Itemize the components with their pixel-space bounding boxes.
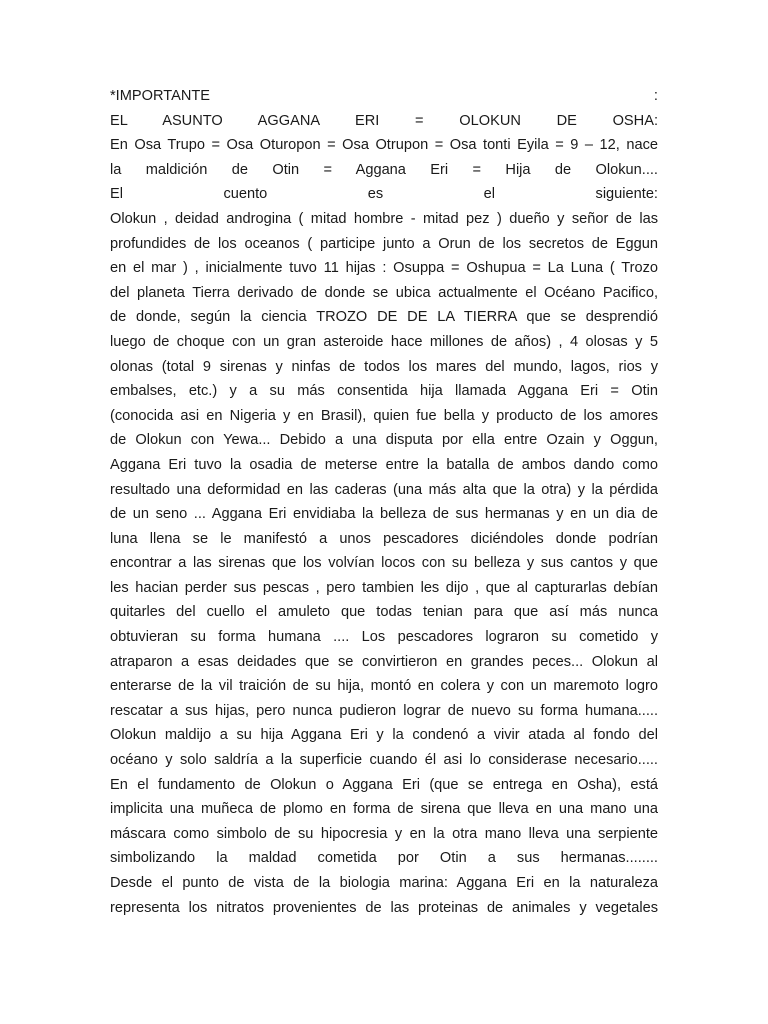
text-line: (conocida asi en Nigeria y en Brasil), quien fue bella y producto de los amores bbox=[110, 407, 658, 424]
text-line: El cuento es el siguiente: bbox=[110, 186, 658, 203]
text-line: Aggana Eri tuvo la osadia de meterse entre la batalla de ambos dando como bbox=[110, 456, 658, 473]
text-line: obtuvieran su forma humana .... Los pescadores lograron su cometido y bbox=[110, 629, 658, 646]
text-line: En Osa Trupo = Osa Oturopon = Osa Otrupon = Osa tonti Eyila = 9 – 12, nace bbox=[110, 137, 658, 154]
text-line: profundides de los oceanos ( participe junto a Orun de los secretos de Eggun bbox=[110, 235, 658, 252]
text-line: de donde, según la ciencia TROZO DE DE LA TIERRA que se desprendió bbox=[110, 309, 658, 326]
text-line: enterarse de la vil traición de su hija, montó en colera y con un maremoto logro bbox=[110, 678, 658, 695]
text-line: rescatar a sus hijas, pero nunca pudieron lograr de nuevo su forma humana..... bbox=[110, 702, 658, 719]
text-line: Desde el punto de vista de la biologia marina: Aggana Eri en la naturaleza bbox=[110, 875, 658, 891]
document-body bbox=[110, 84, 658, 920]
text-line: la maldición de Otin = Aggana Eri = Hija de Olokun.... bbox=[110, 161, 658, 178]
text-line: de un seno ... Aggana Eri envidiaba la belleza de sus hermanas y en un dia de bbox=[110, 506, 658, 523]
text-line: representa los nitratos provenientes de las proteinas de animales y vegetales bbox=[110, 899, 658, 916]
text-line: Olokun , deidad androgina ( mitad hombre - mitad pez ) dueño y señor de las bbox=[110, 210, 658, 227]
text-line: quitarles del cuello el amuleto que todas tenian para que así más nunca bbox=[110, 604, 658, 621]
text-line: simbolizando la maldad cometida por Otin a sus hermanas........ bbox=[110, 850, 658, 867]
text-line: de Olokun con Yewa... Debido a una disputa por ella entre Ozain y Oggun, bbox=[110, 432, 658, 449]
text-line: embalses, etc.) y a su más consentida hija llamada Aggana Eri = Otin bbox=[110, 383, 658, 400]
text-line: resultado una deformidad en las caderas (una más alta que la otra) y la pérdida bbox=[110, 481, 658, 498]
text-line: del planeta Tierra derivado de donde se ubica actualmente el Océano Pacifico, bbox=[110, 284, 658, 301]
text-line: implicita una muñeca de plomo en forma de sirena que lleva en una mano una bbox=[110, 801, 658, 818]
text-line: océano y solo saldría a la superficie cuando él asi lo considerase necesario..... bbox=[110, 752, 658, 769]
text-line: encontrar a las sirenas que los volvían locos con su belleza y sus cantos y que bbox=[110, 555, 658, 572]
text-line: máscara como simbolo de su hipocresia y en la otra mano lleva una serpiente bbox=[110, 825, 658, 842]
text-line: luna llena se le manifestó a unos pescadores diciéndoles donde podrían bbox=[110, 530, 658, 547]
text-line: luego de choque con un gran asteroide hace millones de años) , 4 olosas y 5 bbox=[110, 333, 658, 350]
text-line: atraparon a esas deidades que se convirtieron en grandes peces... Olokun al bbox=[110, 653, 658, 670]
text-line: Olokun maldijo a su hija Aggana Eri y la condenó a vivir atada al fondo del bbox=[110, 727, 658, 744]
text-line: *IMPORTANTE : bbox=[110, 88, 658, 104]
text-line: EL ASUNTO AGGANA ERI = OLOKUN DE OSHA: bbox=[110, 112, 658, 129]
text-line: en el mar ) , inicialmente tuvo 11 hijas : Osuppa = Oshupua = La Luna ( Trozo bbox=[110, 260, 658, 277]
text-line: En el fundamento de Olokun o Aggana Eri (que se entrega en Osha), está bbox=[110, 776, 658, 793]
text-line: les hacian perder sus pescas , pero tambien les dijo , que al capturarlas debían bbox=[110, 579, 658, 596]
text-line: olonas (total 9 sirenas y ninfas de todos los mares del mundo, lagos, rios y bbox=[110, 358, 658, 375]
